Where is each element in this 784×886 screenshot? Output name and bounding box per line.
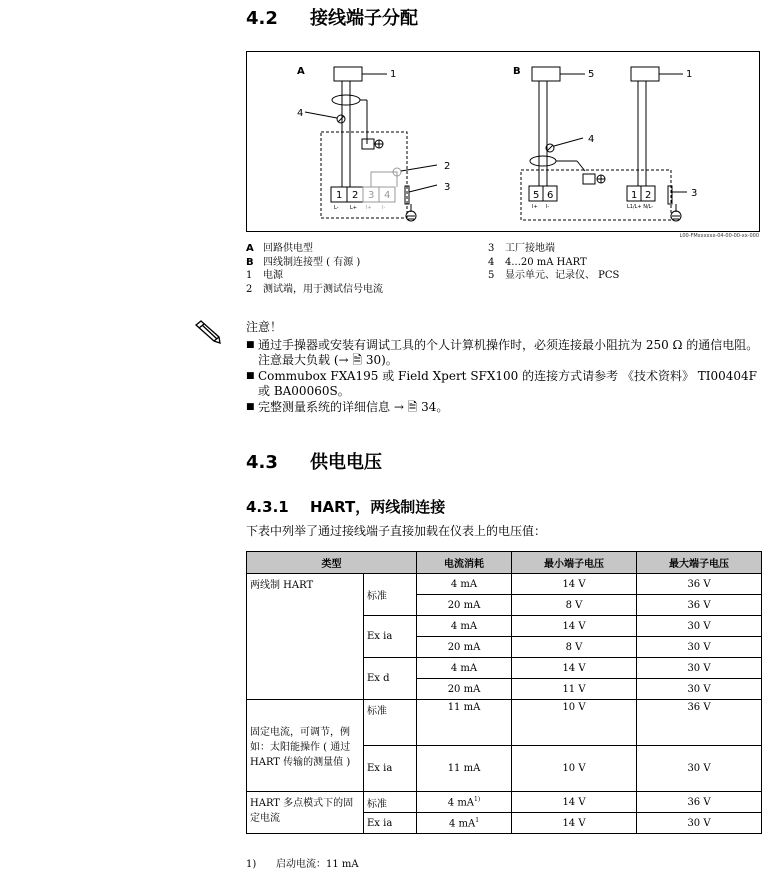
cell: 14 V xyxy=(512,658,637,679)
cell: 4 mA xyxy=(417,616,512,637)
cell: 30 V xyxy=(637,658,762,679)
cell: 10 V xyxy=(512,700,637,746)
cell: 8 V xyxy=(512,637,637,658)
cell: 20 mA xyxy=(417,637,512,658)
legend-item: A 回路供电型 xyxy=(246,243,313,254)
note-item: ■ 完整测量系统的详细信息 → 🗎 34。 xyxy=(246,400,761,416)
table-row xyxy=(247,574,762,595)
terminal-a-4: 4 xyxy=(384,190,391,201)
cell: 10 V xyxy=(512,746,637,792)
table-row xyxy=(247,700,762,746)
terminal-a-sub-3: I+ xyxy=(366,205,372,211)
cell: 11 V xyxy=(512,679,637,700)
cell: 4 mA xyxy=(417,574,512,595)
section-number: 4.3 xyxy=(246,452,278,473)
legend-item: 3 工厂接地端 xyxy=(488,243,555,254)
cell: 14 V xyxy=(512,616,637,637)
table-header-row xyxy=(247,552,762,574)
terminal-b-1: 1 xyxy=(631,190,638,201)
callout-4-a: 4 xyxy=(297,108,304,119)
terminal-a-sub-4: I- xyxy=(382,205,386,211)
terminal-b-2: 2 xyxy=(645,190,652,201)
sub-type-cell: Ex d xyxy=(364,658,417,700)
sub-type-cell: 标准 xyxy=(364,574,417,616)
diagram-label-a: A xyxy=(297,66,305,77)
cell: 11 mA xyxy=(417,746,512,792)
terminal-a-2: 2 xyxy=(352,190,359,201)
cell: 4 $mA^1$ xyxy=(417,813,512,834)
terminal-a-sub-1: L- xyxy=(334,205,339,211)
legend-right xyxy=(488,242,619,283)
intro-text: 下表中列举了通过接线端子直接加载在仪表上的电压值： xyxy=(246,524,547,538)
sub-type-cell: 标准 xyxy=(364,700,417,746)
header-max-voltage: 最大端子电压 xyxy=(637,552,762,574)
note-label: 注意！ xyxy=(246,320,283,334)
cell: 8 V xyxy=(512,595,637,616)
footnote-text: 启动电流：11 mA xyxy=(276,859,359,870)
callout-1-b: 1 xyxy=(686,69,693,80)
voltage-table xyxy=(246,551,762,834)
cell: 30 V xyxy=(637,813,762,834)
cell: 30 V xyxy=(637,616,762,637)
cell: 20 mA xyxy=(417,679,512,700)
header-current: 电流消耗 xyxy=(417,552,512,574)
section-title: HART，两线制连接 xyxy=(310,498,446,516)
sub-type-cell: Ex ia xyxy=(364,813,417,834)
terminal-b-sub-power: L1/L+ N/L- xyxy=(627,204,654,210)
legend-left xyxy=(246,242,383,296)
note-block xyxy=(246,320,761,415)
cell: 36 V xyxy=(637,595,762,616)
terminal-b-6: 6 xyxy=(547,190,554,201)
callout-4-b: 4 xyxy=(588,134,595,145)
cell: 36 V xyxy=(637,792,762,813)
header-type: 类型 xyxy=(247,552,417,574)
cell: 20 mA xyxy=(417,595,512,616)
cell: 36 V xyxy=(637,574,762,595)
pencil-note-icon xyxy=(193,319,223,345)
legend-item: B 四线制连接型 ( 有源 ) xyxy=(246,256,361,268)
cell: 36 V xyxy=(637,700,762,746)
callout-3-a: 3 xyxy=(444,182,451,193)
terminal-b-sub-6: I- xyxy=(546,204,550,210)
group-cell: 两线制 HART xyxy=(247,574,364,700)
terminal-b-sub-5: I+ xyxy=(532,204,538,210)
legend-item: 5 显示单元、记录仪、 PCS xyxy=(488,270,620,281)
wiring-diagram-svg xyxy=(247,52,759,231)
footnote xyxy=(246,855,359,870)
section-number: 4.2 xyxy=(246,8,278,29)
wiring-diagram xyxy=(246,51,760,239)
header-min-voltage: 最小端子电压 xyxy=(512,552,637,574)
cell: 14 V xyxy=(512,813,637,834)
legend-item: 4 4...20 mA HART xyxy=(488,256,587,268)
table-row xyxy=(247,792,762,813)
cell: 14 V xyxy=(512,574,637,595)
diagram-label-b: B xyxy=(513,66,521,77)
section-title: 供电电压 xyxy=(310,452,382,473)
callout-5: 5 xyxy=(588,69,595,80)
footnote-ref: 1 xyxy=(475,816,480,824)
legend-item: 1 电源 xyxy=(246,270,283,281)
cell: 14 V xyxy=(512,792,637,813)
footnote-mark: 1) xyxy=(246,859,257,870)
sub-type-cell: Ex ia xyxy=(364,616,417,658)
terminal-a-3: 3 xyxy=(368,190,375,201)
terminal-a-1: 1 xyxy=(336,190,343,201)
image-code: L00-FMxxxxxx-04-00-00-xx-000 xyxy=(679,233,759,239)
cell: 11 mA xyxy=(417,700,512,746)
note-item: ■ Commubox FXA195 或 Field Xpert SFX100 的连接方式请参考 《技术资料》 TI00404F 或 BA00060S。 xyxy=(246,369,761,400)
section-number: 4.3.1 xyxy=(246,498,289,516)
section-heading-4-3-1 xyxy=(246,496,445,517)
cell: 4 $mA^{1)}$ xyxy=(417,792,512,813)
note-list xyxy=(246,338,761,416)
section-title: 接线端子分配 xyxy=(310,8,418,29)
group-cell: 固定电流，可调节，例如：太阳能操作 ( 通过 HART 传输的测量值 ) xyxy=(247,700,364,792)
callout-3-b: 3 xyxy=(691,188,698,199)
sub-type-cell: 标准 xyxy=(364,792,417,813)
legend-item: 2 测试端，用于测试信号电流 xyxy=(246,283,383,295)
note-item: ■ 通过手操器或安装有调试工具的个人计算机操作时，必须连接最小阻抗为 250 Ω 的通信电阻。注意最大负载 (→ 🗎 30)。 xyxy=(246,338,761,369)
cell: 30 V xyxy=(637,637,762,658)
cell: 30 V xyxy=(637,746,762,792)
cell: 30 V xyxy=(637,679,762,700)
terminal-a-sub-2: L+ xyxy=(350,205,357,211)
terminal-b-5: 5 xyxy=(533,190,540,201)
section-heading-4-3 xyxy=(246,448,382,474)
cell: 4 mA xyxy=(417,658,512,679)
footnote-ref: 1) xyxy=(474,795,481,803)
sub-type-cell: Ex ia xyxy=(364,746,417,792)
section-heading-4-2 xyxy=(246,4,418,30)
callout-1-a: 1 xyxy=(390,69,397,80)
group-cell: HART 多点模式下的固定电流 xyxy=(247,792,364,834)
callout-2: 2 xyxy=(444,161,451,172)
